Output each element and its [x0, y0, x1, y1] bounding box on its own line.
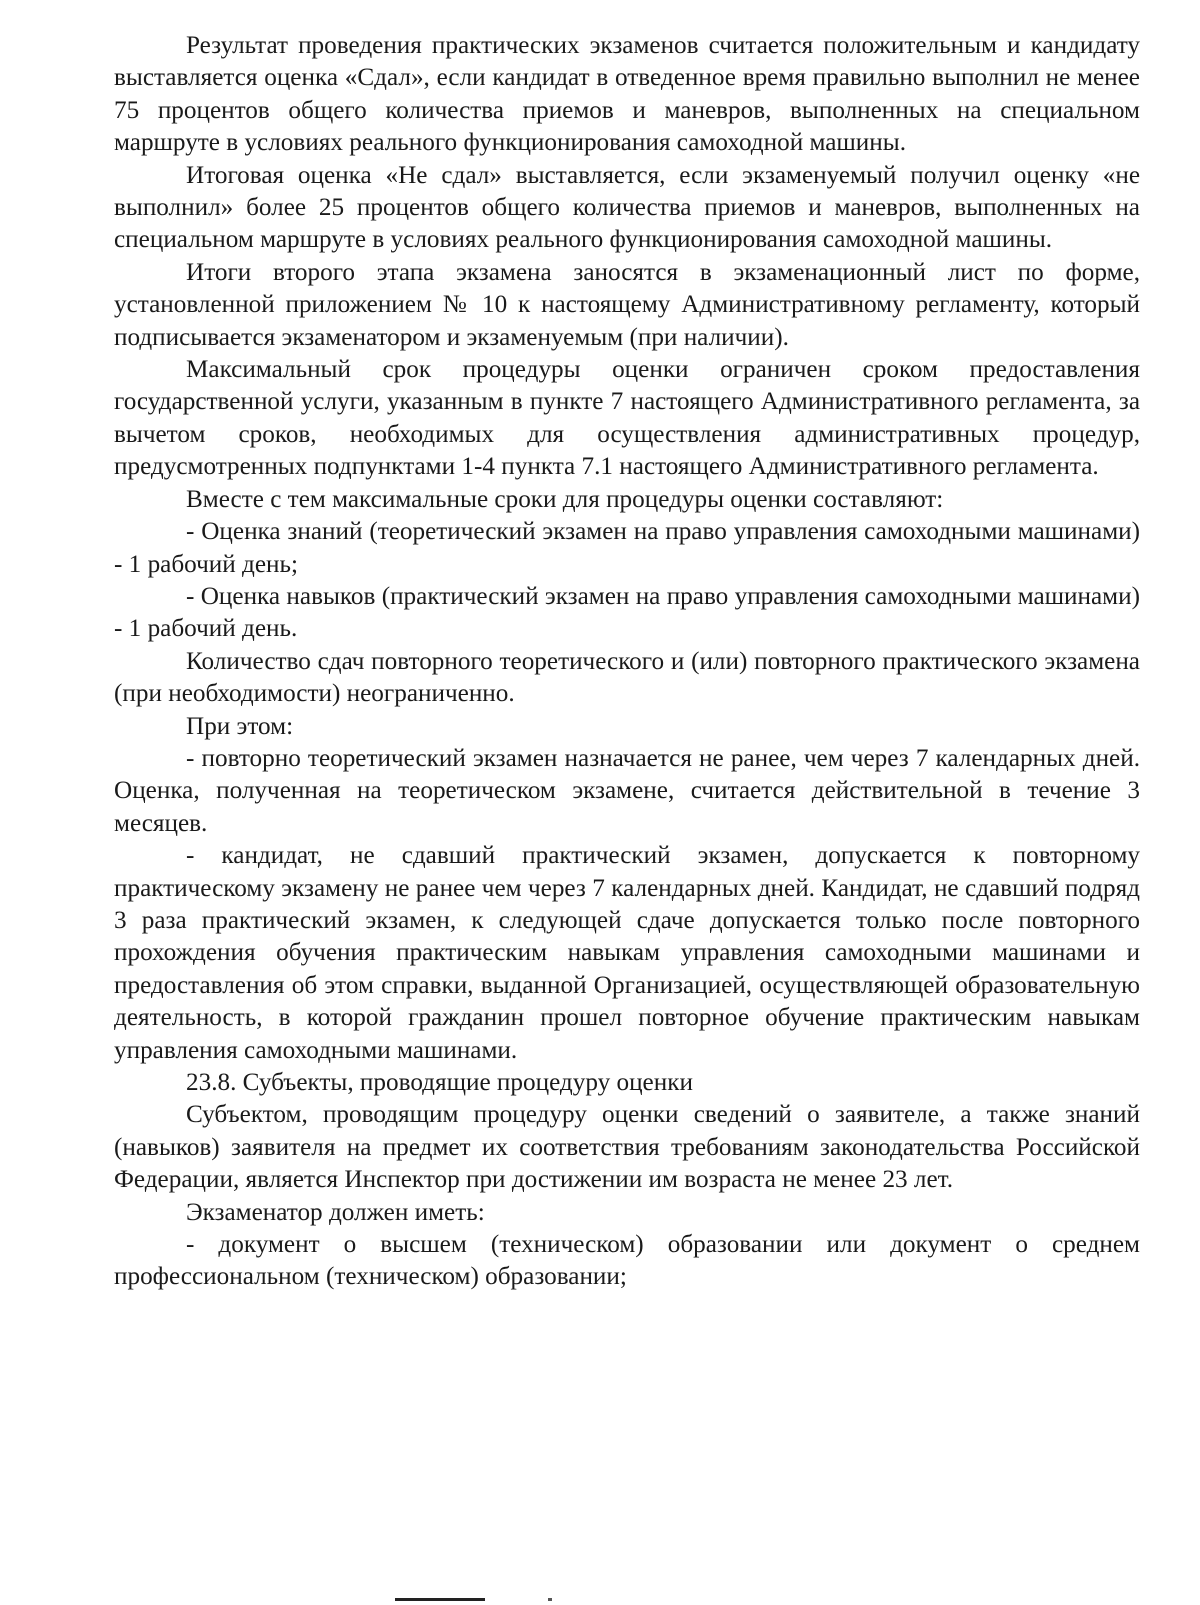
- paragraph-examiner-requirements-intro: Экзаменатор должен иметь:: [186, 1198, 485, 1226]
- section-heading-23-8: 23.8. Субъекты, проводящие процедуру оценки: [186, 1069, 693, 1096]
- paragraph-exam-sheet: Итоги второго этапа экзамена заносятся в экзаменационный лист по форме, установленной приложением № 10 к настоящему Административному регламенту, который подписывается экзаменатором и экзаменуемым (при наличии).: [114, 258, 1140, 351]
- paragraph-max-term: Максимальный срок процедуры оценки ограничен сроком предоставления государственной услуги, указанным в пункте 7 настоящего Административного регламента, за вычетом сроков, необходимых для осуществления административных процедур, предусмотренных подпунктами 1-4 пункта 7.1 настоящего Административного регламента.: [114, 356, 1140, 481]
- paragraph-exam-fail-result: Итоговая оценка «Не сдал» выставляется, если экзаменуемый получил оценку «не выполнил» более 25 процентов общего количества приемов и маневров, выполненных на специальном маршруте в условиях реального функционирования самоходной машины.: [114, 161, 1140, 254]
- paragraph-retake-count: Количество сдач повторного теоретического и (или) повторного практического экзамена (при необходимости) неограниченно.: [114, 647, 1140, 708]
- paragraph-exam-pass-result: Результат проведения практических экзаменов считается положительным и кандидату выставляется оценка «Сдал», если кандидат в отведенное время правильно выполнил не менее 75 процентов общего количества приемов и маневров, выполненных на специальном маршруте в условиях реального функционирования самоходной машины.: [114, 32, 1140, 157]
- list-item-practical-retake: - кандидат, не сдавший практический экзамен, допускается к повторному практическому экзамену не ранее чем через 7 календарных дней. Кандидат, не сдавший подряд 3 раза практический экзамен, к следующей сдаче допускается только после повторного прохождения обучения практическим навыкам управления самоходными машинами и предоставления об этом справки, выданной Организацией, осуществляющей образовательную деятельность, в которой гражданин прошел повторное обучение практическим навыкам управления самоходными машинами.: [114, 842, 1140, 1064]
- scan-edge-dot: [548, 1598, 552, 1601]
- paragraph-max-terms-intro: Вместе с тем максимальные сроки для процедуры оценки составляют:: [186, 485, 944, 513]
- list-item-theory-exam: - Оценка знаний (теоретический экзамен на право управления самоходными машинами) - 1 рабочий день;: [114, 518, 1140, 578]
- scan-edge-mark: [395, 1598, 485, 1601]
- paragraph-retake-intro: При этом:: [186, 712, 294, 740]
- paragraph-assessment-subject: Субъектом, проводящим процедуру оценки сведений о заявителе, а также знаний (навыков) заявителя на предмет их соответствия требованиям законодательства Российской Федерации, является Инспектор при достижении им возраста не менее 23 лет.: [114, 1101, 1140, 1194]
- list-item-education-document: - документ о высшем (техническом) образовании или документ о среднем профессиональном (техническом) образовании;: [114, 1231, 1140, 1291]
- list-item-practical-exam: - Оценка навыков (практический экзамен на право управления самоходными машинами) - 1 рабочий день.: [114, 582, 1140, 643]
- list-item-theory-retake: - повторно теоретический экзамен назначается не ранее, чем через 7 календарных дней. Оценка, полученная на теоретическом экзамене, считается действительной в течение 3 месяцев.: [114, 744, 1140, 837]
- document-page: [114, 30, 1140, 1294]
